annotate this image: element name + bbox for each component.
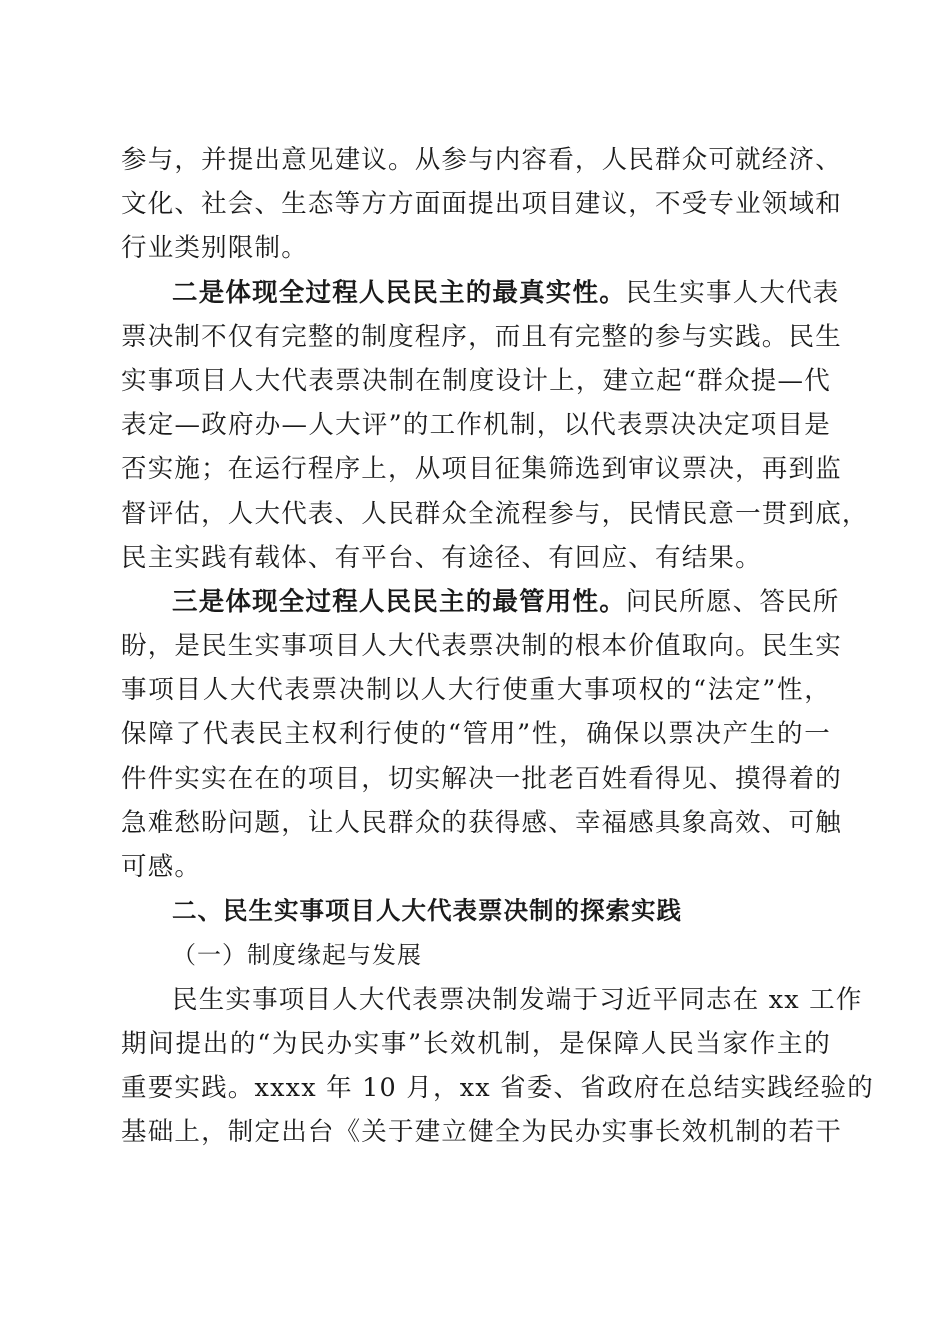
text-line: 盼，是民生实事项目人大代表票决制的根本价值取向。民生实 — [121, 631, 842, 662]
text-line: 实事项目人大代表票决制在制度设计上，建立起“群众提—代 — [121, 365, 831, 396]
section-heading: 二、民生实事项目人大代表票决制的探索实践 — [172, 896, 682, 926]
text-line: 参与，并提出意见建议。从参与内容看，人民群众可就经济、 — [121, 145, 842, 175]
text-line: 事项目人大代表票决制以人大行使重大事项权的“法定”性， — [121, 675, 831, 706]
text-line: 件件实实在在的项目，切实解决一批老百姓看得见、摸得着的 — [121, 763, 842, 794]
text-line: 文化、社会、生态等方方面面提出项目建议，不受专业领域和 — [121, 189, 842, 220]
text-line: 重要实践。xxxx 年 10 月，xx 省委、省政府在总结实践经验的 — [121, 1072, 874, 1103]
text-line: 急难愁盼问题，让人民群众的获得感、幸福感具象高效、可触 — [121, 807, 842, 838]
text-line: 行业类别限制。 — [121, 233, 308, 264]
paragraph-participation-continuation — [121, 138, 842, 271]
document-body — [121, 138, 874, 1154]
subsection-heading: （一）制度缘起与发展 — [172, 941, 422, 970]
text-line: 期间提出的“为民办实事”长效机制，是保障人民当家作主的 — [121, 1028, 831, 1059]
paragraph-lead-rest: 民生实事人大代表 — [625, 277, 840, 308]
text-line — [121, 580, 840, 624]
paragraph-lead-rest: 问民所愿、答民所 — [625, 586, 840, 617]
paragraph-authenticity — [121, 271, 869, 580]
text-line: 票决制不仅有完整的制度程序，而且有完整的参与实践。民生 — [121, 321, 842, 352]
paragraph-usefulness — [121, 580, 842, 889]
text-line: 否实施；在运行程序上，从项目征集筛选到审议票决，再到监 — [121, 454, 842, 485]
text-line: 保障了代表民主权利行使的“管用”性，确保以票决产生的一 — [121, 719, 831, 750]
text-line: 督评估，人大代表、人民群众全流程参与，民情民意一贯到底， — [121, 498, 869, 529]
paragraph-lead: 二是体现全过程人民民主的最真实性。 — [172, 277, 626, 308]
text-line: 基础上，制定出台《关于建立健全为民办实事长效机制的若干 — [121, 1117, 842, 1148]
text-line: 民生实事项目人大代表票决制发端于习近平同志在 xx 工作 — [172, 984, 863, 1015]
text-line — [121, 271, 840, 315]
text-line: 表定—政府办—人大评”的工作机制，以代表票决决定项目是 — [121, 410, 831, 441]
text-line: 可感。 — [121, 852, 202, 882]
paragraph-lead: 三是体现全过程人民民主的最管用性。 — [172, 586, 626, 617]
paragraph-origin — [121, 978, 874, 1155]
text-line: 民主实践有载体、有平台、有途径、有回应、有结果。 — [121, 542, 762, 573]
